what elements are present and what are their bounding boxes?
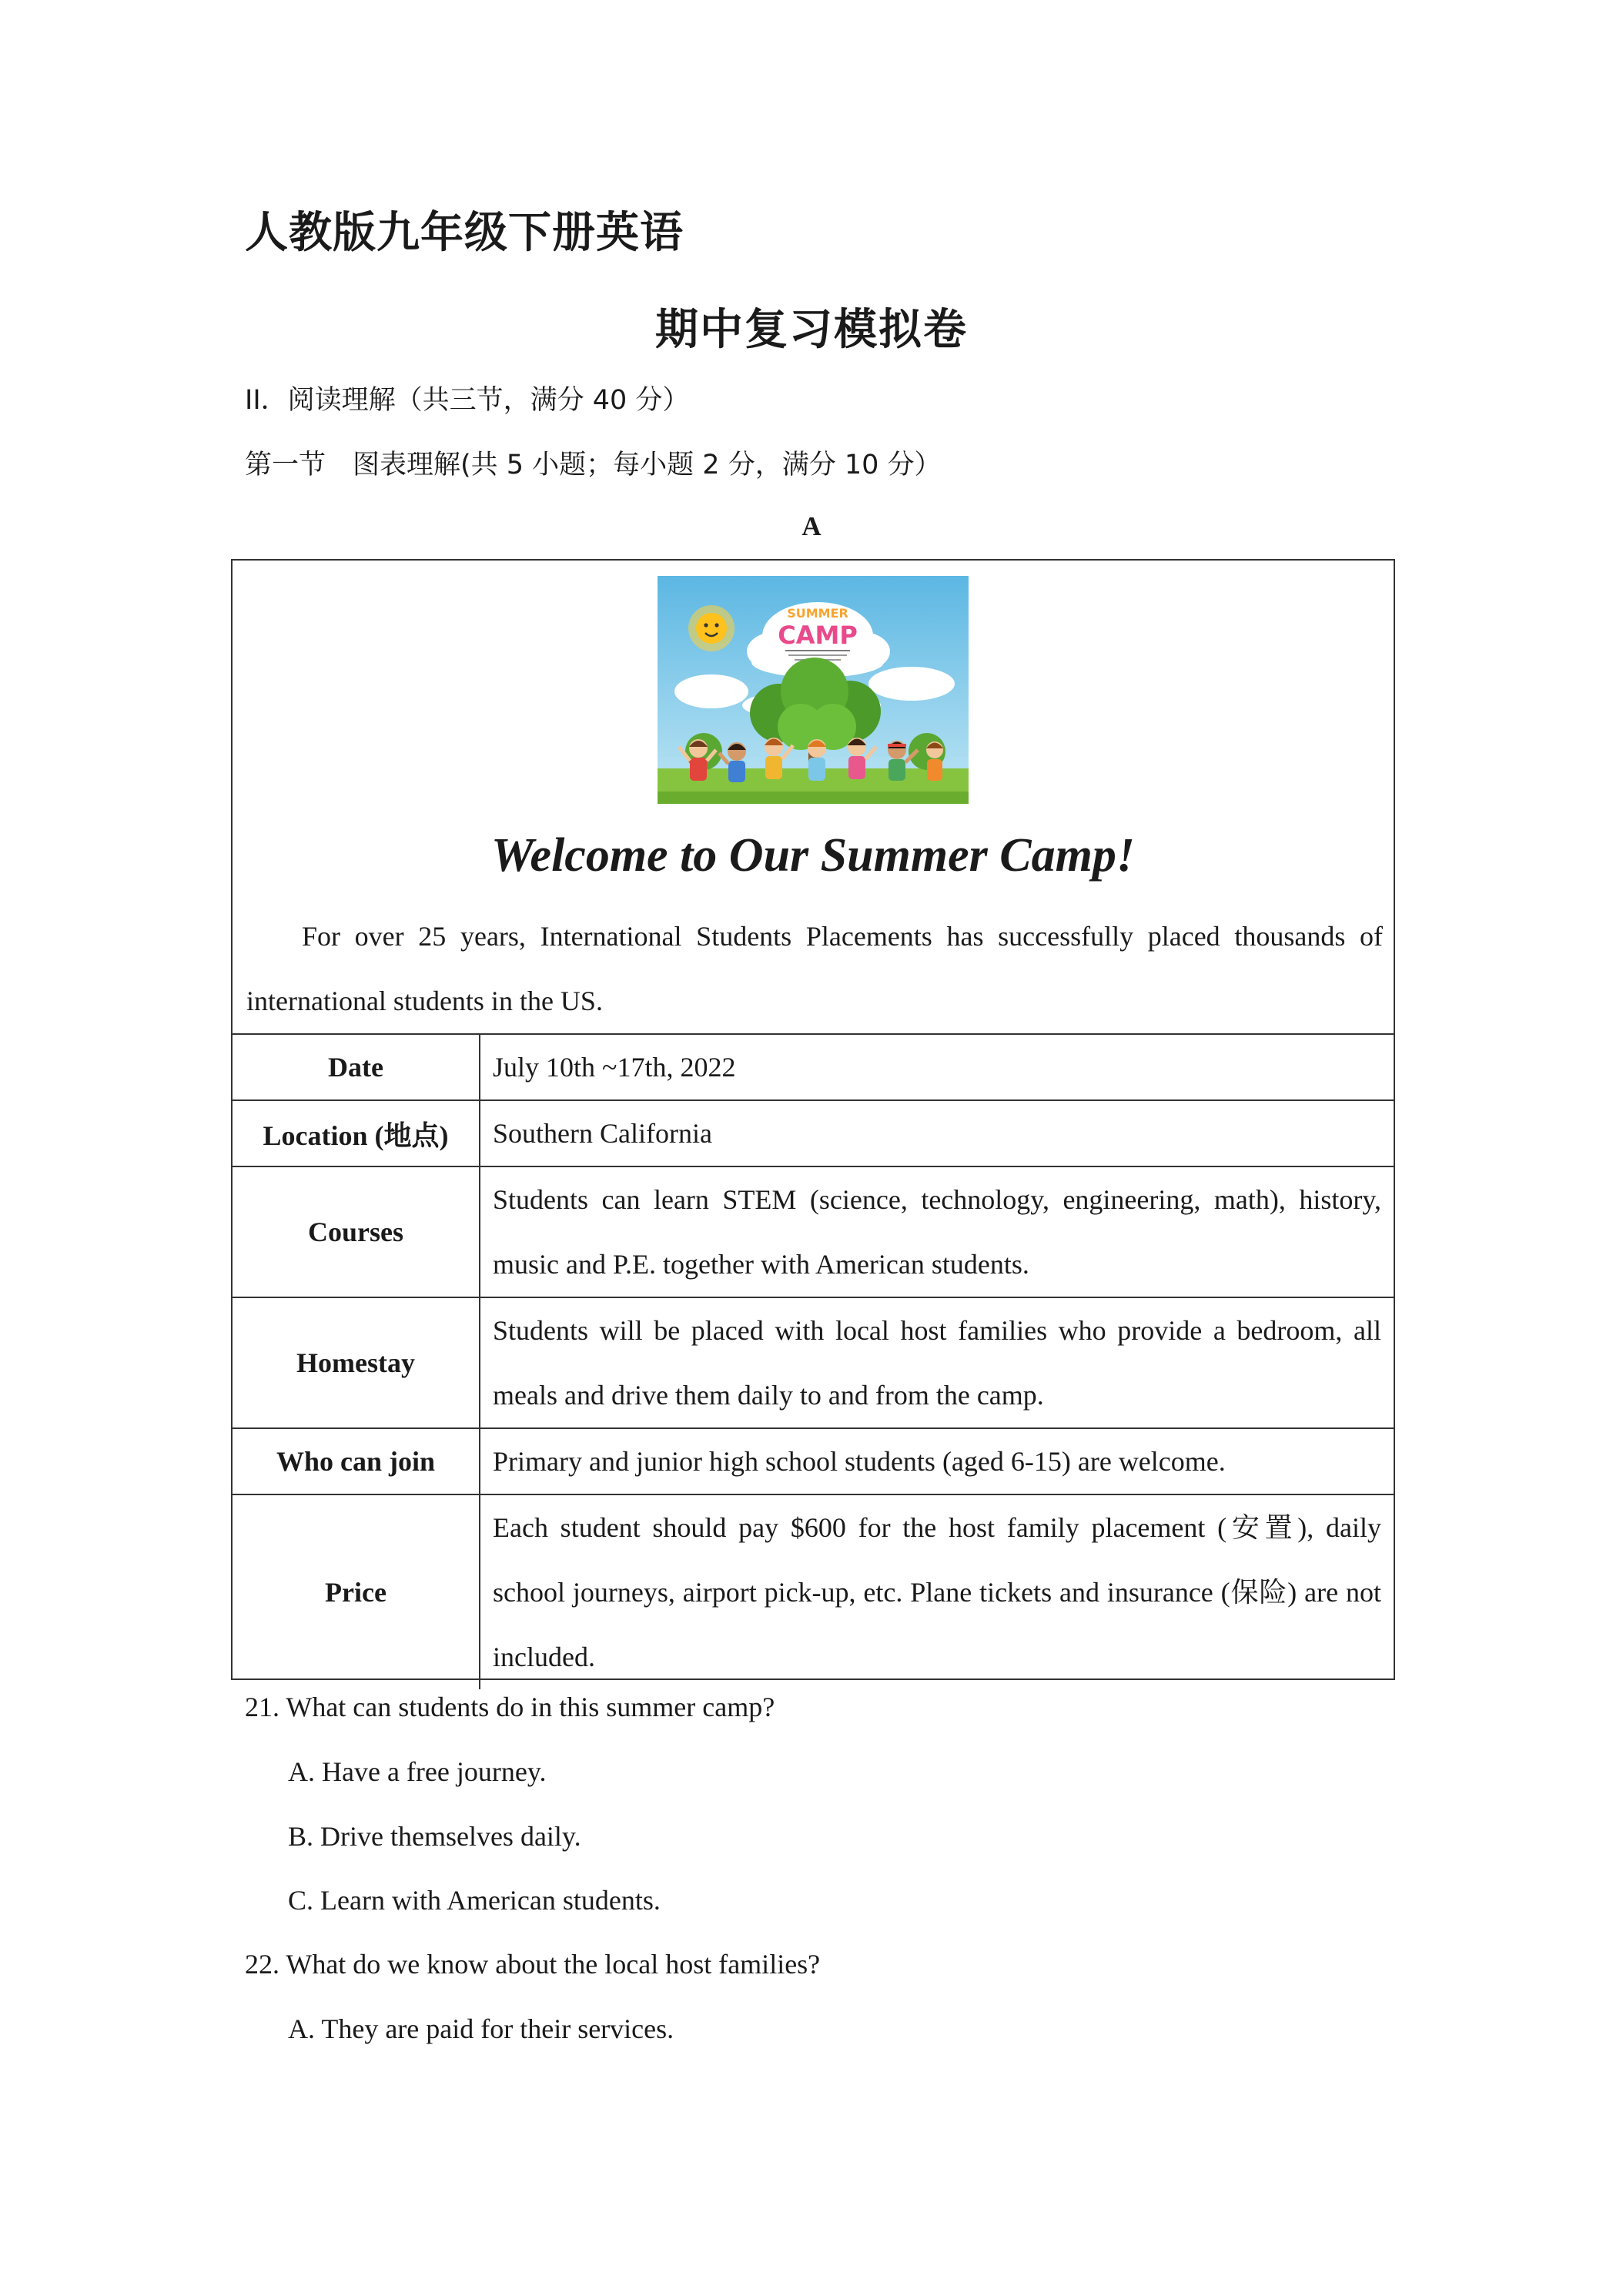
part-label: A bbox=[801, 511, 822, 541]
question-21-option-a: A. Have a free journey. bbox=[288, 1756, 547, 1787]
table-row bbox=[233, 1034, 1394, 1100]
row-label: Date bbox=[233, 1034, 480, 1100]
row-label: Who can join bbox=[233, 1428, 480, 1494]
row-value: Students will be placed with local host families who provide a bedroom, all meals and drive them daily to and from the camp. bbox=[480, 1297, 1394, 1428]
question-22-stem: 22. What do we know about the local host families? bbox=[245, 1949, 821, 1980]
camp-info-table bbox=[233, 1033, 1394, 1689]
table-row bbox=[233, 1494, 1394, 1689]
row-label: Price bbox=[233, 1494, 480, 1689]
section-ii-heading: II．阅读理解（共三节，满分 40 分） bbox=[245, 385, 690, 416]
table-row bbox=[233, 1166, 1394, 1297]
row-value: Each student should pay $600 for the host family placement (安置), daily school journeys, airport pick-up, etc. Plane tickets and insurance (保险) are not included. bbox=[480, 1494, 1394, 1689]
exam-title: 期中复习模拟卷 bbox=[655, 305, 968, 355]
row-value: Southern California bbox=[480, 1100, 1394, 1166]
row-label: Homestay bbox=[233, 1297, 480, 1428]
row-label: Location (地点) bbox=[233, 1100, 480, 1166]
section-1-heading: 第一节 图表理解(共 5 小题；每小题 2 分，满分 10 分） bbox=[245, 450, 942, 480]
row-label: Courses bbox=[233, 1166, 480, 1297]
question-21-stem: 21. What can students do in this summer camp? bbox=[245, 1692, 775, 1722]
row-value: Primary and junior high school students (aged 6-15) are welcome. bbox=[480, 1428, 1394, 1494]
question-21-option-c: C. Learn with American students. bbox=[288, 1885, 661, 1916]
book-title: 人教版九年级下册英语 bbox=[245, 208, 684, 258]
camp-word-summer: SUMMER bbox=[787, 606, 848, 621]
row-value: July 10th ~17th, 2022 bbox=[480, 1034, 1394, 1100]
sun-icon bbox=[688, 605, 735, 651]
summer-camp-illustration bbox=[658, 576, 969, 804]
intro-paragraph: For over 25 years, International Students Placements has successfully placed thousands of international students in the US. bbox=[246, 921, 1383, 1016]
question-22-option-a: A. They are paid for their services. bbox=[288, 2013, 674, 2044]
welcome-title: Welcome to Our Summer Camp! bbox=[491, 829, 1135, 882]
row-value: Students can learn STEM (science, technology, engineering, math), history, music and P.E. together with American students. bbox=[480, 1166, 1394, 1297]
camp-word-camp: CAMP bbox=[778, 621, 858, 650]
passage-frame bbox=[231, 559, 1395, 1680]
table-row bbox=[233, 1100, 1394, 1166]
table-row bbox=[233, 1297, 1394, 1428]
question-21-option-b: B. Drive themselves daily. bbox=[288, 1821, 581, 1852]
table-row bbox=[233, 1428, 1394, 1494]
